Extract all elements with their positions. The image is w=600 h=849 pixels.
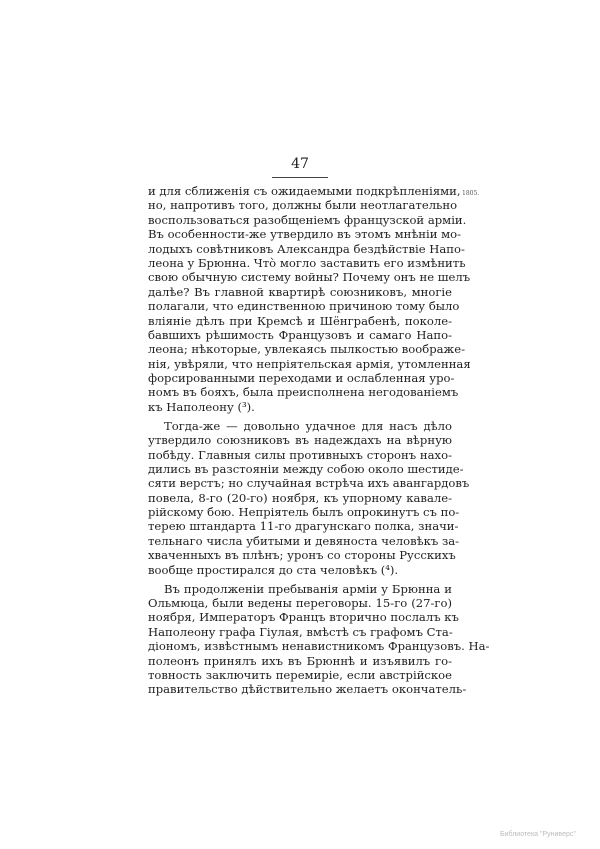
text-line: Въ особенности-же утвердило въ этомъ мнѣніи мо-: [148, 227, 462, 242]
text-line: дились въ разстояніи между собою около шестиде-: [148, 461, 464, 476]
paragraph: [148, 581, 490, 697]
text-line: свою обычную систему войны? Почему онъ не шелъ: [148, 270, 471, 285]
text-line: утвердило союзниковъ въ надеждахъ на вѣрную: [148, 433, 452, 448]
text-line: побѣду. Главныя силы противныхъ сторонъ нахо-: [148, 447, 452, 462]
text-line: полеонъ принялъ ихъ въ Брюннѣ и изъявилъ го-: [148, 653, 452, 668]
text-line: Ольмюца, были ведены переговоры. 15-го (27-го): [148, 595, 452, 610]
text-line: повела, 8-го (20-го) ноября, къ упорному кавале-: [148, 490, 452, 505]
text-line: сяти верстъ; но случайная встрѣча ихъ авангардовъ: [148, 476, 470, 491]
text-line: ноября, Императоръ Францъ вторично послалъ къ: [148, 610, 459, 625]
text-line: правительство дѣйствительно желаетъ окончатель-: [148, 682, 467, 697]
text-line: діономъ, извѣстнымъ ненавистникомъ Французовъ. На-: [148, 639, 490, 654]
margin-note-year: 1805.: [462, 190, 480, 197]
text-line: Въ продолженіи пребыванія арміи у Брюнна и: [164, 581, 452, 596]
page-number-rule: [272, 177, 328, 178]
text-line: Наполеону графа Гіулая, вмѣстѣ съ графомъ Ста-: [148, 624, 453, 639]
text-line: номъ въ бояхъ, была преисполнена негодованіемъ: [148, 385, 459, 400]
paragraph: [148, 418, 470, 577]
text-line: вообще простирался до ста человѣкъ (⁴).: [148, 562, 399, 577]
text-line: рійскому бою. Непріятель былъ опрокинутъ съ по-: [148, 505, 460, 520]
watermark: Библиотека "Руниверс": [500, 831, 576, 838]
text-line: вліяніе дѣлъ при Кремсѣ и Шёнграбенѣ, поколе-: [148, 313, 452, 328]
text-line: полагали, что единственною причиною тому было: [148, 299, 460, 314]
text-line: и для сближенія съ ожидаемыми подкрѣпленіями,: [148, 184, 461, 198]
text-line: леона у Брюнна. Чтò могло заставить его измѣнить: [148, 255, 466, 270]
text-line: товность заключить перемиріе, если австрійское: [148, 667, 452, 682]
text-line: тельнаго числа убитыми и девяноста человѣкъ за-: [148, 533, 460, 548]
text-line: къ Наполеону (³).: [148, 399, 255, 414]
page-number: 47: [291, 156, 309, 172]
text-line: нія, увѣряли, что непріятельская армія, утомленная: [148, 356, 471, 371]
text-line: воспользоваться разобщеніемъ французской арміи.: [148, 212, 467, 227]
text-line: хваченныхъ въ плѣнъ; уронъ со стороны Русскихъ: [148, 548, 456, 563]
text-line: далѣе? Въ главной квартирѣ союзниковъ, многіе: [148, 284, 452, 299]
text-line: Тогда-же — довольно удачное для насъ дѣло: [164, 418, 452, 433]
text-line: бавшихъ рѣшимость Французовъ и самаго Напо-: [148, 327, 452, 342]
text-line: терею штандарта 11-го драгунскаго полка, значи-: [148, 519, 459, 534]
text-line: леона; нѣкоторые, увлекаясь пылкостью воображе-: [148, 342, 465, 357]
text-line: форсированными переходами и ослабленная уро-: [148, 371, 455, 386]
text-line: но, напротивъ того, должны были неотлагательно: [148, 198, 458, 213]
text-line: лодыхъ совѣтниковъ Александра бездѣйствіе Напо-: [148, 241, 465, 256]
